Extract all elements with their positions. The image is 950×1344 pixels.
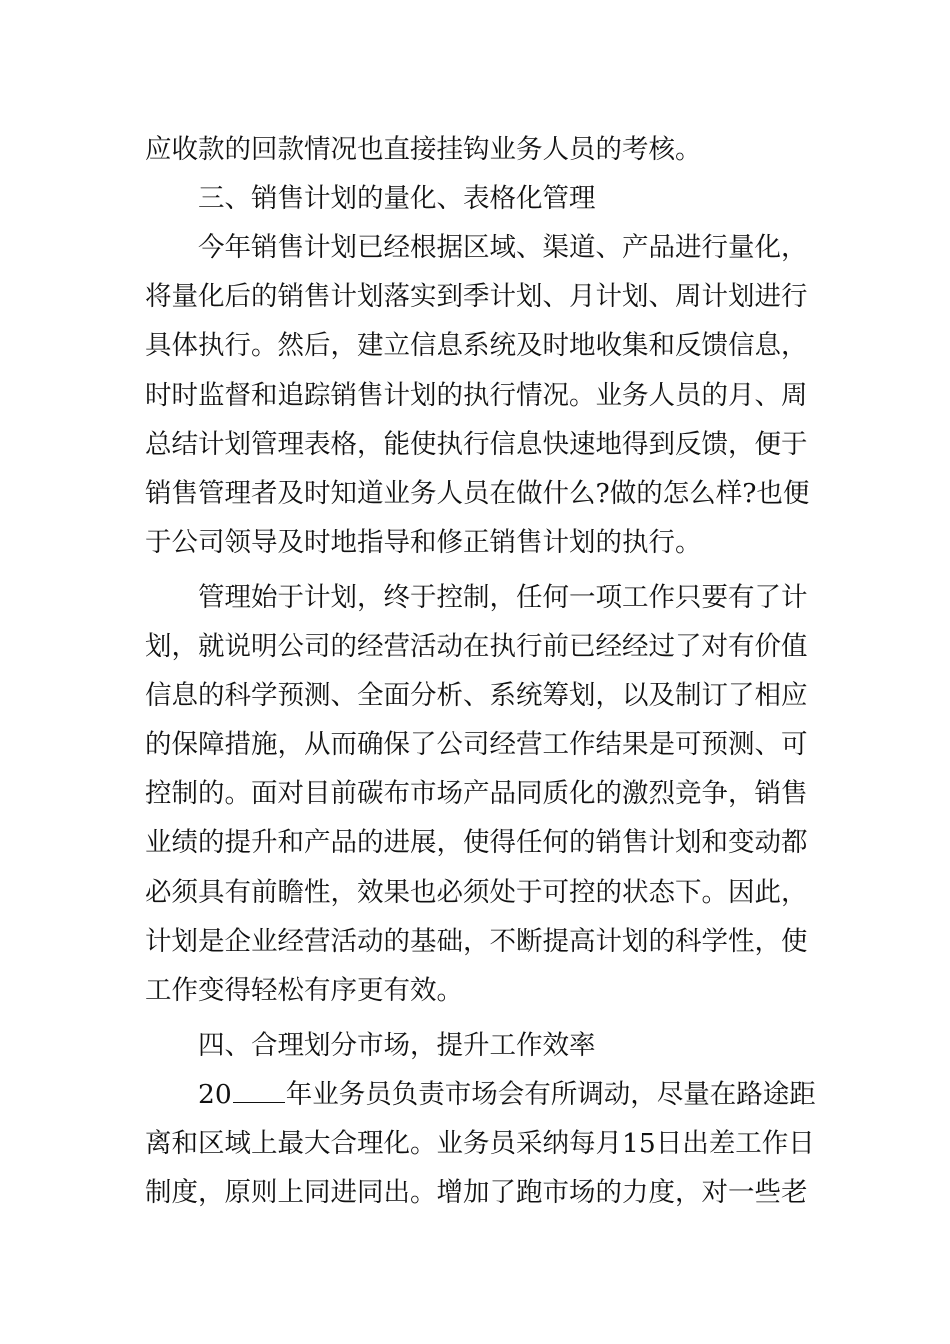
paragraph-line: 制度，原则上同进同出。增加了跑市场的力度，对一些老 <box>145 1177 808 1208</box>
paragraph-line: 总结计划管理表格，能使执行信息快速地得到反馈，便于 <box>145 429 808 460</box>
year-paragraph-line <box>198 1075 816 1115</box>
paragraph-line: 应收款的回款情况也直接挂钩业务人员的考核。 <box>145 134 702 165</box>
paragraph-line: 业绩的提升和产品的进展，使得任何的销售计划和变动都 <box>145 827 808 858</box>
paragraph-line: 具体执行。然后，建立信息系统及时地收集和反馈信息， <box>145 330 808 361</box>
paragraph-line: 销售管理者及时知道业务人员在做什么?做的怎么样?也便 <box>145 478 810 509</box>
year-prefix: 20 <box>198 1079 232 1110</box>
paragraph-line: 划，就说明公司的经营活动在执行前已经经过了对有价值 <box>145 631 808 662</box>
paragraph-line: 必须具有前瞻性，效果也必须处于可控的状态下。因此， <box>145 877 808 908</box>
paragraph-line: 信息的科学预测、全面分析、系统筹划，以及制订了相应 <box>145 680 808 711</box>
paragraph-line: 时时监督和追踪销售计划的执行情况。业务人员的月、周 <box>145 380 808 411</box>
paragraph-line: 将量化后的销售计划落实到季计划、月计划、周计划进行 <box>145 281 808 312</box>
paragraph-line: 于公司领导及时地指导和修正销售计划的执行。 <box>145 527 702 558</box>
paragraph-line: 的保障措施，从而确保了公司经营工作结果是可预测、可 <box>145 729 808 760</box>
year-suffix: 年业务员负责市场会有所调动，尽量在路途距 <box>285 1079 816 1110</box>
paragraph-line: 管理始于计划，终于控制，任何一项工作只要有了计 <box>198 582 808 613</box>
paragraph-line: 今年销售计划已经根据区域、渠道、产品进行量化， <box>198 232 808 263</box>
year-blank-underline <box>233 1082 285 1103</box>
section-heading-3: 三、销售计划的量化、表格化管理 <box>198 183 596 214</box>
paragraph-line: 计划是企业经营活动的基础，不断提高计划的科学性，使 <box>145 926 808 957</box>
paragraph-line: 控制的。面对目前碳布市场产品同质化的激烈竞争，销售 <box>145 778 808 809</box>
section-heading-4: 四、合理划分市场，提升工作效率 <box>198 1030 596 1061</box>
paragraph-line: 工作变得轻松有序更有效。 <box>145 975 463 1006</box>
paragraph-line: 离和区域上最大合理化。业务员采纳每月15日出差工作日 <box>145 1128 815 1159</box>
